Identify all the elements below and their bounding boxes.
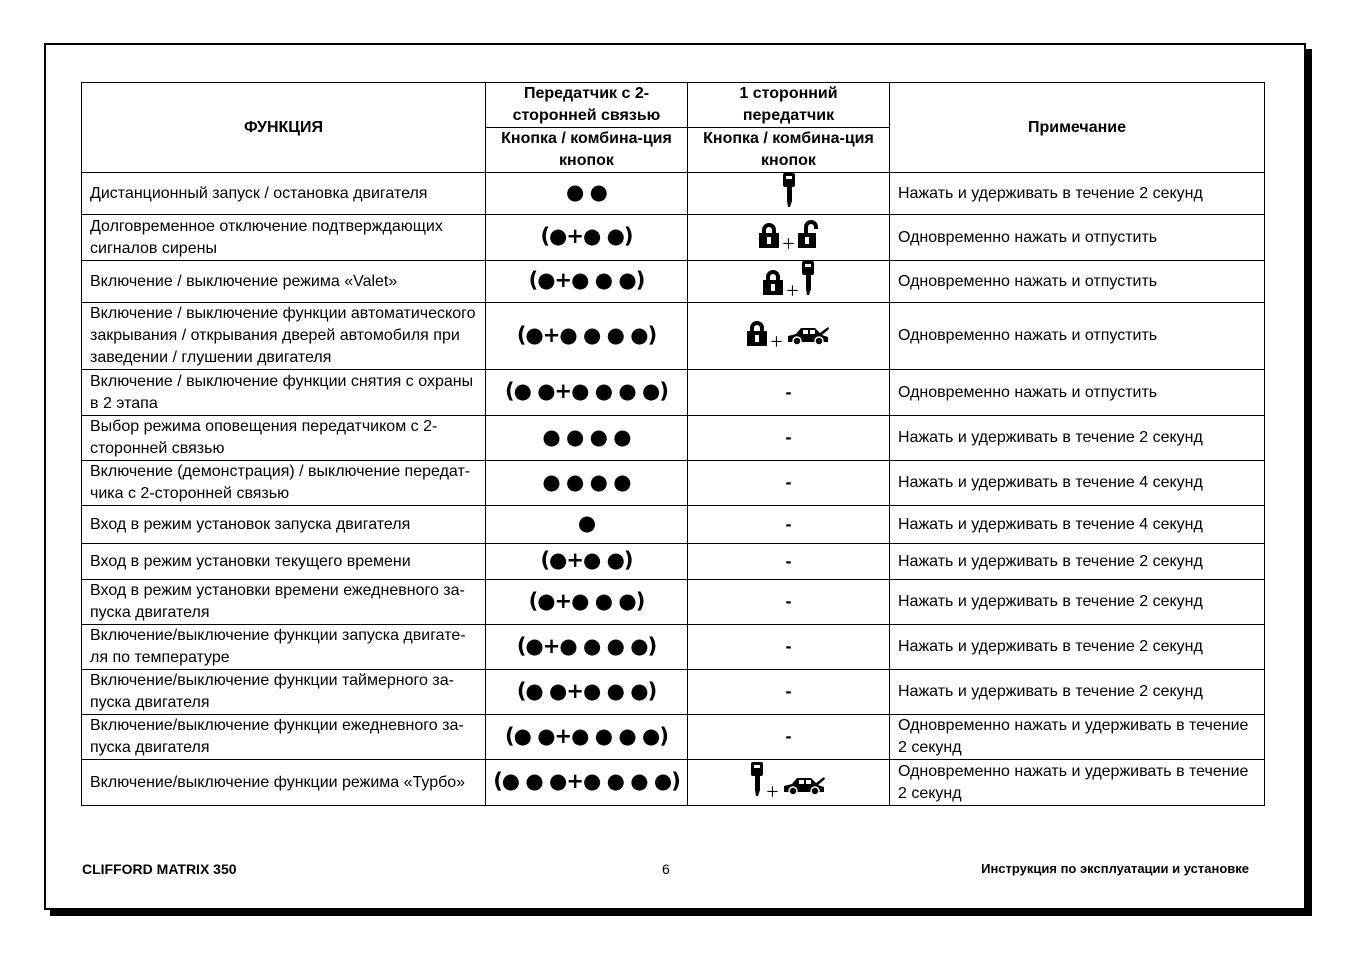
- function-cell: Дистанционный запуск / остановка двигателя: [82, 173, 486, 215]
- one-way-cell: [688, 625, 890, 670]
- button-icons: [751, 762, 825, 803]
- function-cell: Включение (демонстрация) / выключение передат-чика с 2-сторонней связью: [82, 461, 486, 506]
- car-trunk-icon: [786, 326, 830, 353]
- note-cell: Нажать и удерживать в течение 2 секунд: [890, 580, 1265, 625]
- header-two-way-combo: Кнопка / комбина-ция кнопок: [486, 128, 688, 173]
- function-cell: Включение/выключение функции режима «Турбо»: [82, 760, 486, 806]
- button-icons: [763, 261, 813, 302]
- note-cell: Одновременно нажать и отпустить: [890, 261, 1265, 303]
- button-icons: [747, 320, 829, 353]
- button-combo: ●: [577, 511, 596, 535]
- button-combo: ● ● ● ●: [542, 424, 631, 449]
- header-one-way-combo: Кнопка / комбина-ция кнопок: [688, 128, 890, 173]
- function-cell: Долговременное отключение подтверждающих сигналов сирены: [82, 215, 486, 261]
- footer-title: Инструкция по эксплуатации и установке: [981, 861, 1249, 876]
- function-cell: Включение/выключение функции таймерного за-пуска двигателя: [82, 670, 486, 715]
- header-note: Примечание: [890, 83, 1265, 173]
- no-combo: -: [785, 513, 792, 534]
- no-combo: -: [785, 681, 792, 701]
- button-combo: ● ● ● ●: [542, 469, 631, 494]
- button-combo: (●+● ● ●): [528, 588, 645, 613]
- note-cell: Нажать и удерживать в течение 4 секунд: [890, 461, 1265, 506]
- plus-sign: +: [766, 779, 779, 804]
- one-way-cell: [688, 670, 890, 715]
- table-row: [82, 506, 1265, 544]
- note-cell: Нажать и удерживать в течение 4 секунд: [890, 506, 1265, 544]
- one-way-cell: [688, 370, 890, 416]
- one-way-cell: [688, 416, 890, 461]
- note-cell: Нажать и удерживать в течение 2 секунд: [890, 544, 1265, 580]
- note-cell: Одновременно нажать и отпустить: [890, 303, 1265, 370]
- no-combo: -: [785, 472, 792, 492]
- table-row: [82, 544, 1265, 580]
- table-row: [82, 416, 1265, 461]
- note-cell: Нажать и удерживать в течение 2 секунд: [890, 670, 1265, 715]
- table-row: [82, 261, 1265, 303]
- key-icon: [751, 762, 763, 803]
- one-way-cell: [688, 261, 890, 303]
- plus-sign: +: [786, 278, 799, 303]
- note-cell: Одновременно нажать и удерживать в течение 2 секунд: [890, 760, 1265, 806]
- table-row: [82, 715, 1265, 760]
- function-cell: Вход в режим установок запуска двигателя: [82, 506, 486, 544]
- table-row: [82, 303, 1265, 370]
- plus-sign: +: [782, 231, 795, 256]
- no-combo: -: [785, 427, 792, 447]
- table-row: [82, 461, 1265, 506]
- car-trunk-icon: [782, 776, 826, 803]
- button-combo: (●+● ● ● ●): [516, 633, 657, 658]
- function-cell: Включение/выключение функции запуска двигате-ля по температуре: [82, 625, 486, 670]
- button-combo: (●+● ●): [540, 224, 633, 248]
- no-combo: -: [785, 726, 792, 746]
- one-way-cell: [688, 544, 890, 580]
- function-cell: Включение / выключение функции снятия с охраны в 2 этапа: [82, 370, 486, 416]
- no-combo: -: [785, 636, 792, 656]
- no-combo: -: [785, 550, 792, 571]
- one-way-cell: [688, 715, 890, 760]
- header-function: ФУНКЦИЯ: [82, 83, 486, 173]
- page-number: 6: [662, 861, 670, 877]
- function-cell: Включение / выключение функции автоматического закрывания / открывания дверей автомобиля при заведении / глушении двигателя: [82, 303, 486, 370]
- function-cell: Выбор режима оповещения передатчиком с 2-сторонней связью: [82, 416, 486, 461]
- button-combo: (● ●+● ● ●): [516, 678, 657, 703]
- function-cell: Вход в режим установки текущего времени: [82, 544, 486, 580]
- one-way-cell: [688, 461, 890, 506]
- button-combo: (●+● ● ● ●): [516, 322, 657, 347]
- function-cell: Включение / выключение режима «Valet»: [82, 261, 486, 303]
- button-icons: [759, 220, 817, 255]
- table-row: [82, 580, 1265, 625]
- note-cell: Одновременно нажать и отпустить: [890, 215, 1265, 261]
- button-icons: [783, 173, 795, 214]
- lock-closed-icon: [763, 269, 783, 302]
- button-combo: ● ●: [566, 180, 607, 204]
- no-combo: -: [785, 591, 792, 611]
- button-combo: (●+● ●): [540, 548, 633, 572]
- lock-closed-icon: [747, 320, 767, 353]
- one-way-cell: [688, 173, 890, 215]
- table-row: [82, 370, 1265, 416]
- note-cell: Одновременно нажать и отпустить: [890, 370, 1265, 416]
- functions-table: [81, 82, 1265, 806]
- note-cell: Одновременно нажать и удерживать в течение 2 секунд: [890, 715, 1265, 760]
- one-way-cell: [688, 760, 890, 806]
- table-row: [82, 670, 1265, 715]
- note-cell: Нажать и удерживать в течение 2 секунд: [890, 625, 1265, 670]
- lock-open-icon: [798, 220, 818, 255]
- plus-sign: +: [770, 328, 783, 354]
- table-row: [82, 215, 1265, 261]
- footer-product: CLIFFORD MATRIX 350: [82, 861, 237, 877]
- note-cell: Нажать и удерживать в течение 2 секунд: [890, 416, 1265, 461]
- key-icon: [802, 261, 814, 302]
- table-row: [82, 625, 1265, 670]
- lock-closed-icon: [759, 222, 779, 255]
- key-icon: [783, 173, 795, 214]
- one-way-cell: [688, 506, 890, 544]
- table-row: [82, 173, 1265, 215]
- one-way-cell: [688, 215, 890, 261]
- function-cell: Вход в режим установки времени ежедневного за-пуска двигателя: [82, 580, 486, 625]
- one-way-cell: [688, 303, 890, 370]
- header-two-way: Передатчик с 2-сторонней связью: [486, 83, 688, 128]
- button-combo: (● ●+● ● ● ●): [505, 379, 668, 403]
- table-row: [82, 760, 1265, 806]
- note-cell: Нажать и удерживать в течение 2 секунд: [890, 173, 1265, 215]
- function-cell: Включение/выключение функции ежедневного за-пуска двигателя: [82, 715, 486, 760]
- button-combo: (● ●+● ● ● ●): [505, 723, 668, 748]
- button-combo: (● ● ●+● ● ● ●): [493, 769, 680, 793]
- button-combo: (●+● ● ●): [528, 268, 645, 292]
- one-way-cell: [688, 580, 890, 625]
- no-combo: -: [785, 381, 792, 402]
- header-one-way: 1 сторонний передатчик: [688, 83, 890, 128]
